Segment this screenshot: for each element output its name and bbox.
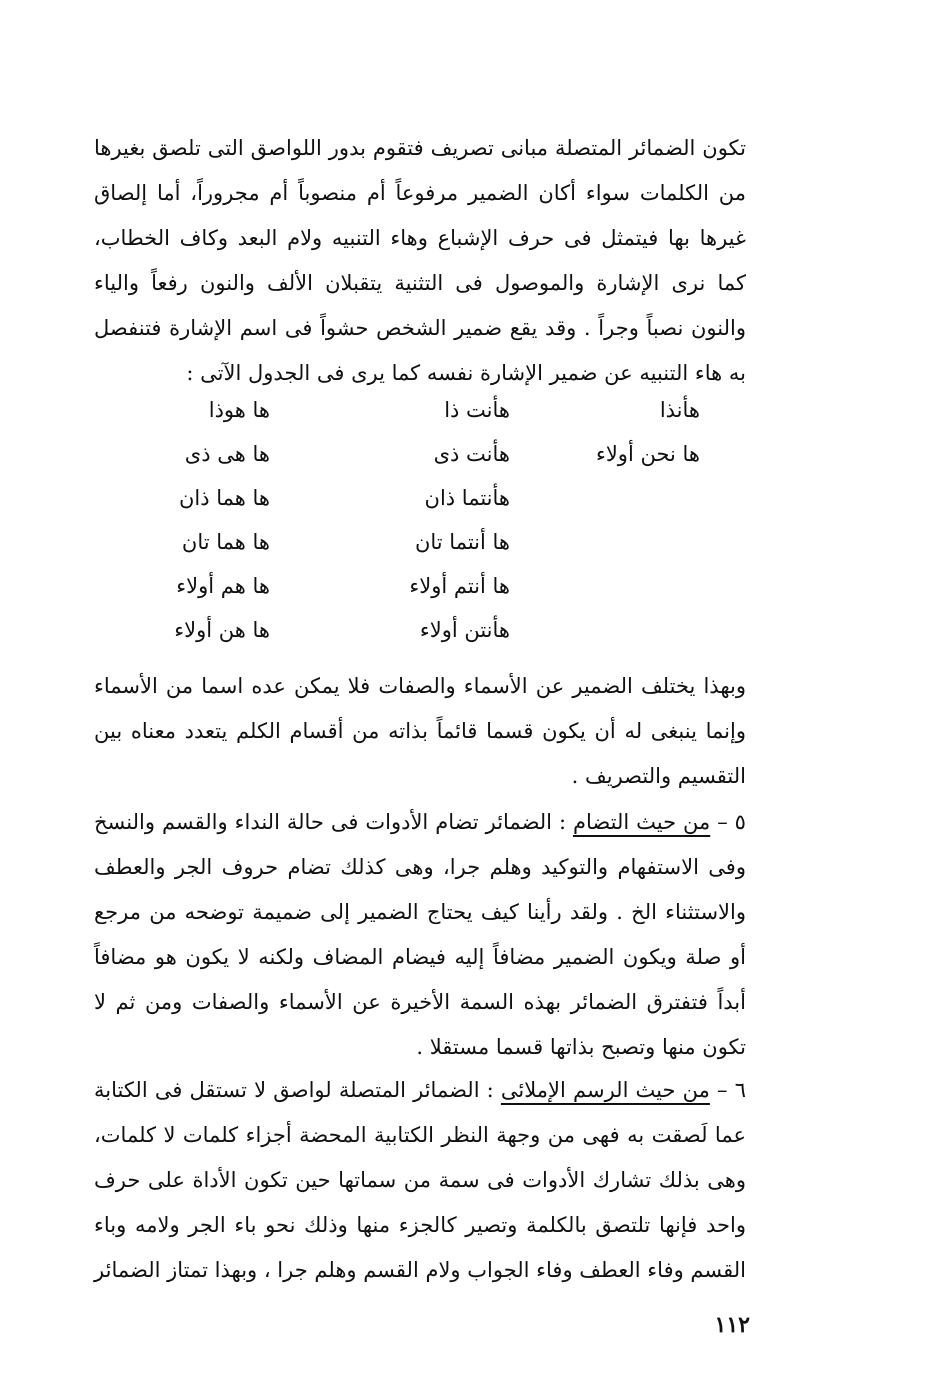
table-cell: ها هما تان (181, 530, 270, 554)
section-body: : الضمائر تضام الأدوات فى حالة النداء والقسم والنسخ وفى الاستفهام والتوكيد وهلم جرا، وهى كذلك تضام حروف الجر والعطف والاستثناء الخ . ولقد رأينا كيف يحتاج الضمير إلى ضميمة توضحه من مرجع أو صلة ويكون الضمير مضافاً إليه فيضام المضاف ولكنه لا يكون هو مضافاً أبداً فتفترق الضمائر بهذه السمة الأخيرة عن الأسماء والصفات ومن ثم لا تكون منها وتصبح بذاتها قسما مستقلا . (94, 810, 746, 1059)
table-cell: هأنتن أولاء (419, 618, 510, 642)
table-cell: ها هوذا (208, 398, 270, 422)
table-cell: ها هم أولاء (176, 574, 270, 598)
demonstrative-table (120, 388, 710, 652)
table-cell: ها نحن أولاء (595, 442, 700, 466)
section-5-paragraph (94, 800, 746, 1070)
table-cell: ها أنتما تان (414, 530, 510, 554)
table-cell: هأنذا (659, 398, 700, 422)
table-cell: هأنت ذى (433, 442, 510, 466)
paragraph-intro: تكون الضمائر المتصلة مبانى تصريف فتقوم بدور اللواصق التى تلصق بغيرها من الكلمات سواء أكان الضمير مرفوعاً أم منصوباً أم مجروراً، أما إلصاق غيرها بها فيتمثل فى حرف الإشباع وهاء التنبيه ولام البعد وكاف الخطاب، كما نرى الإشارة والموصول فى التثنية يتقبلان الألف والنون رفعاً والياء والنون نصباً وجراً . وقد يقع ضمير الشخص حشواً فى اسم الإشارة فتنفصل به هاء التنبيه عن ضمير الإشارة نفسه كما يرى فى الجدول الآتى : (94, 136, 746, 385)
table-cell: ها هن أولاء (174, 618, 270, 642)
table-cell: ها هما ذان (178, 486, 270, 510)
table-cell: ها أنتم أولاء (409, 574, 510, 598)
paragraph-difference: وبهذا يختلف الضمير عن الأسماء والصفات فلا يمكن عده اسما من الأسماء وإنما ينبغى له أن يكون قسما قائماً بذاته من أقسام الكلم يتعدد معناه بين التقسيم والتصريف . (94, 674, 746, 788)
section-number: ٥ – (717, 810, 746, 834)
table-cell: هأنتما ذان (424, 486, 510, 510)
table-row (120, 388, 710, 432)
table-row (120, 520, 710, 564)
table-cell: هأنت ذا (444, 398, 510, 422)
section-body: : الضمائر المتصلة لواصق لا تستقل فى الكتابة عما لَصقت به فهى من وجهة النظر الكتابية المحضة أجزاء كلمات لا كلمات، وهى بذلك تشارك الأدوات فى سمة من سماتها حين تكون الأداة على حرف واحد فإنها تلتصق بالكلمة وتصير كالجزء منها وذلك نحو باء الجر ولامه وباء القسم وفاء العطف وفاء الجواب ولام القسم وهلم جرا ، وبهذا تمتاز الضمائر (94, 1078, 746, 1282)
table-row (120, 608, 710, 652)
table-cell: ها هى ذى (184, 442, 270, 466)
table-row (120, 476, 710, 520)
table-row (120, 564, 710, 608)
section-6-paragraph (94, 1068, 746, 1293)
section-number: ٦ – (717, 1078, 746, 1102)
table-row (120, 432, 710, 476)
page-number: ١١٢ (714, 1312, 750, 1338)
section-heading: من حيث الرسم الإملائى (500, 1078, 710, 1102)
section-heading: من حيث التضام (573, 810, 711, 834)
